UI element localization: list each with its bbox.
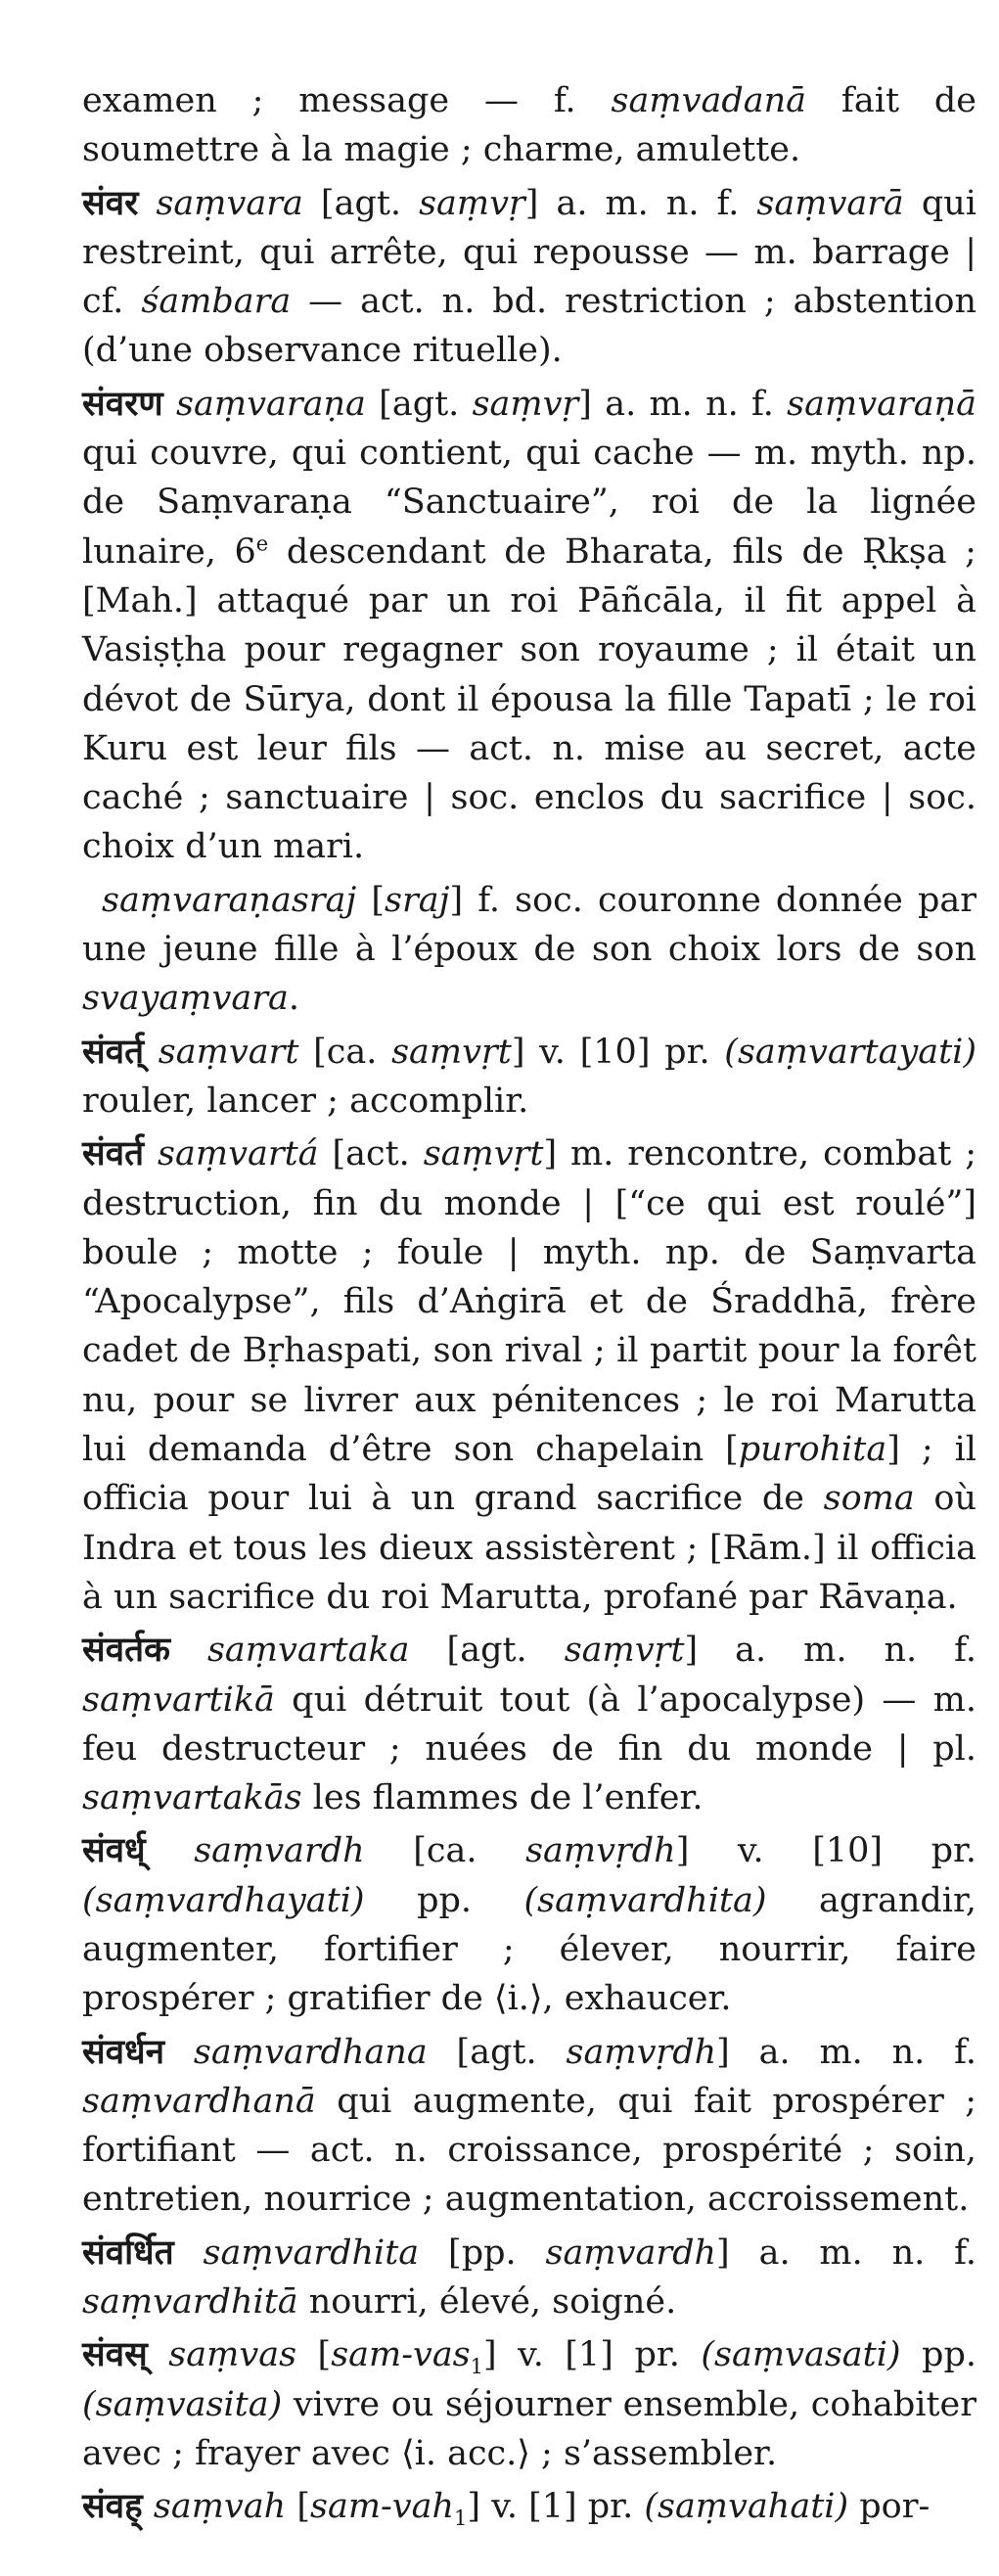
- italic-term: saṃvartakās: [82, 1778, 302, 1818]
- entry-text: pp.: [900, 2335, 976, 2375]
- entry-text: qui couvre, qui contient, qui cache — m. myth. np. de Saṃvaraṇa “Sanctuaire”, roi de la lignée lunaire, 6: [82, 434, 976, 572]
- entry-text: [164, 2033, 194, 2072]
- italic-term: saṃvartá: [158, 1134, 319, 1174]
- italic-term: saṃvartikā: [82, 1679, 275, 1720]
- entry-text: les flammes de l’enfer.: [301, 1778, 704, 1818]
- entry-text: [agt.: [365, 384, 473, 424]
- entry-text: [pp.: [419, 2232, 546, 2273]
- italic-term: sraj: [385, 880, 450, 920]
- entry-text: e: [255, 531, 269, 556]
- entry-text: descendant de Bharata, fils de Ṛkṣa ; [Mah.] attaqué par un roi Pāñcāla, il fit appel à Vasiṣṭha pour regagner son royaume ; il était un dévot de Sūrya, dont il épousa la fille Tapatī ; le roi Kuru est leur fils — act. n. mise au secret, acte caché ; sanctuaire | soc. enclos du sacrifice | soc. choix d’un mari.: [82, 531, 976, 867]
- italic-term: (saṃvartayati): [724, 1032, 976, 1072]
- entry-text: ] a. m. n. f.: [716, 2232, 976, 2273]
- entry-text: 1: [470, 2355, 484, 2379]
- dictionary-entry-samvartaka: [82, 1626, 976, 1822]
- italic-term: (saṃvasita): [82, 2384, 283, 2424]
- entry-text: où Indra et tous les dieux assistèrent ; [Rām.] il officia à un sacrifice du roi Marutta, profané par Rāvaṇa.: [82, 1479, 976, 1617]
- entry-text: [act.: [318, 1134, 424, 1174]
- italic-term: saṃvṛdh: [566, 2032, 717, 2072]
- headword-devanagari: संवह्: [82, 2486, 143, 2527]
- italic-term: (saṃvahati): [644, 2487, 849, 2527]
- italic-term: saṃvardh: [545, 2232, 717, 2273]
- entry-text: ] a. m. n. f.: [578, 384, 788, 424]
- headword-devanagari: संवर्ध्: [82, 1830, 146, 1871]
- entry-text: [138, 184, 156, 223]
- entry-text: qui restreint, qui arrête, qui repousse — m. barrage | cf.: [82, 183, 976, 322]
- entry-text: [143, 2487, 154, 2526]
- dictionary-entry-samvardhita: [82, 2229, 976, 2327]
- entry-text: [144, 1033, 159, 1072]
- italic-term: saṃvṛdh: [525, 1831, 676, 1871]
- italic-term: svayaṃvara: [82, 979, 289, 1019]
- entry-text: [174, 2233, 204, 2273]
- entry-text: .: [288, 979, 299, 1019]
- headword-devanagari: संवर्धित: [82, 2231, 174, 2273]
- italic-term: saṃvardhana: [193, 2032, 428, 2072]
- italic-term: (saṃvasati): [701, 2335, 901, 2375]
- italic-term: saṃvṛt: [391, 1032, 512, 1072]
- entry-text: [agt.: [302, 183, 420, 223]
- headword-devanagari: संवर्धन: [82, 2031, 165, 2072]
- headword-devanagari: संवस्: [82, 2334, 148, 2375]
- entry-text: [144, 1134, 158, 1173]
- italic-term: sam-vas: [331, 2335, 471, 2375]
- dictionary-entry-samvah: [82, 2482, 976, 2531]
- dictionary-entry-samvara: [82, 179, 976, 376]
- dictionary-entry-cont: [82, 76, 976, 175]
- italic-term: saṃvṛ: [472, 384, 579, 424]
- entry-text: qui augmente, qui fait prospérer ; fortifiant — act. n. croissance, prospérité ; soin, entretien, nourrice ; augmentation, accroissement.: [82, 2081, 976, 2220]
- entry-text: [ca.: [364, 1831, 526, 1871]
- dictionary-entry-samvas: [82, 2330, 976, 2478]
- italic-term: saṃvaraṇasraj: [102, 880, 357, 920]
- italic-term: (saṃvardhita): [523, 1880, 767, 1920]
- entry-text: [163, 385, 176, 424]
- entry-text: [170, 1631, 207, 1670]
- entry-text: [: [286, 2487, 311, 2527]
- entry-text: [148, 2335, 168, 2374]
- entry-text: qui détruit tout (à l’apocalypse) — m. feu destructeur ; nuées de fin du monde | pl.: [82, 1679, 976, 1769]
- entry-text: ] f. soc. couronne donnée par une jeune fille à l’époux de son choix lors de son: [82, 880, 976, 970]
- entry-text: [146, 1831, 195, 1870]
- entry-text: ] v. [1] pr.: [483, 2335, 702, 2375]
- italic-term: saṃvṛ: [419, 183, 525, 223]
- entry-text: — act. n. bd. restriction ; abstention (d’une observance rituelle).: [82, 282, 976, 371]
- entry-text: [: [296, 2335, 332, 2375]
- entry-text: [: [356, 880, 386, 920]
- entry-text: ] ; il officia pour lui à un grand sacrifice de: [82, 1430, 976, 1519]
- italic-term: saṃvartaka: [206, 1631, 410, 1671]
- italic-term: saṃvardh: [194, 1831, 365, 1871]
- italic-term: saṃvṛt: [564, 1631, 685, 1671]
- headword-devanagari: संवर्त्: [82, 1031, 145, 1072]
- headword-devanagari: संवर: [82, 182, 139, 223]
- italic-term: saṃvardhitā: [82, 2282, 298, 2323]
- entry-text: [agt.: [409, 1631, 565, 1671]
- italic-term: saṃvardhita: [203, 2232, 420, 2273]
- entry-text: ] a. m. n. f.: [684, 1631, 976, 1671]
- entry-text: por-: [848, 2487, 931, 2527]
- dictionary-entry-samvarana: [82, 380, 976, 872]
- dictionary-entry-samvarta: [82, 1129, 976, 1622]
- entry-text: ] v. [1] pr.: [467, 2487, 645, 2527]
- dictionary-page: [82, 76, 976, 2536]
- entry-text: agrandir, augmenter, fortifier ; élever, nourrir, faire prospérer ; gratifier de ⟨i.⟩, exhaucer.: [82, 1880, 977, 2019]
- dictionary-entry-samvardhana: [82, 2028, 976, 2225]
- italic-term: śambara: [141, 282, 292, 322]
- italic-term: saṃvaraṇā: [787, 384, 976, 424]
- italic-term: (saṃvardhayati): [82, 1880, 365, 1920]
- italic-term: saṃvardhanā: [82, 2081, 316, 2121]
- entry-text: pp.: [364, 1880, 524, 1920]
- italic-term: saṃvarā: [756, 183, 904, 223]
- dictionary-entry-samvardh: [82, 1826, 976, 2023]
- italic-term: saṃvas: [168, 2335, 297, 2375]
- entry-text: fait de soumettre à la magie ; charme, amulette.: [82, 81, 976, 170]
- entry-text: examen ; message — f.: [82, 81, 612, 120]
- headword-devanagari: संवर्तक: [82, 1630, 170, 1671]
- entry-text: ] v. [10] pr.: [511, 1032, 725, 1072]
- headword-devanagari: संवर्त: [82, 1133, 145, 1174]
- entry-text: ] a. m. n. f.: [524, 183, 757, 223]
- entry-text: [ca.: [298, 1032, 392, 1072]
- headword-devanagari: संवरण: [82, 383, 163, 424]
- entry-text: 1: [454, 2507, 468, 2531]
- entry-text: rouler, lancer ; accomplir.: [82, 1081, 529, 1121]
- italic-term: saṃvart: [158, 1032, 299, 1072]
- dictionary-entry-samvaranasraj: [82, 876, 976, 1024]
- italic-term: saṃvaraṇa: [176, 384, 366, 424]
- entry-text: ] a. m. n. f.: [716, 2032, 976, 2072]
- italic-term: saṃvadanā: [611, 81, 807, 120]
- italic-term: soma: [823, 1479, 915, 1519]
- italic-term: sam-vah: [310, 2487, 455, 2527]
- entry-text: vivre ou séjourner ensemble, cohabiter avec ; frayer avec ⟨i. acc.⟩ ; s’assembler.: [82, 2384, 976, 2473]
- entry-text: [agt.: [427, 2032, 567, 2072]
- entry-text: ] v. [10] pr.: [675, 1831, 976, 1871]
- italic-term: purohita: [738, 1430, 887, 1470]
- dictionary-entry-samvart: [82, 1028, 976, 1127]
- italic-term: saṃvara: [156, 183, 303, 223]
- entry-text: nourri, élevé, soigné.: [297, 2282, 677, 2323]
- italic-term: saṃvah: [153, 2487, 287, 2527]
- italic-term: saṃvṛt: [423, 1134, 544, 1174]
- entry-text: ] m. rencontre, combat ; destruction, fin du monde | [“ce qui est roulé”] boule ; motte ; foule | myth. np. de Saṃvarta “Apocalypse”, fils d’Aṅgirā et de Śraddhā, frère cadet de Bṛhaspati, son rival ; il partit pour la forêt nu, pour se livrer aux pénitences ; le roi Marutta lui demanda d’être son chapelain [: [82, 1134, 976, 1470]
